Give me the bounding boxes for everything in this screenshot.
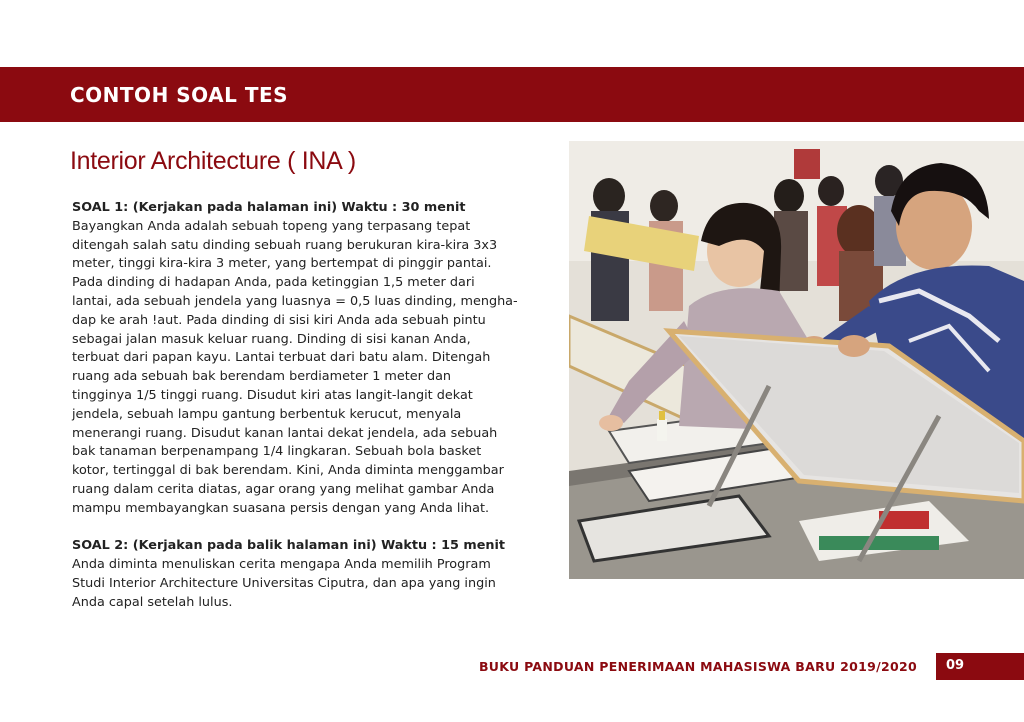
footer-booklet-title: BUKU PANDUAN PENERIMAAN MAHASISWA BARU 2019/2020 xyxy=(478,659,917,674)
soal1-line: kotor, tertinggal di bak berendam. Kini, Anda diminta menggambar xyxy=(72,463,504,479)
students-drafting-photo xyxy=(569,141,1024,579)
header-title: CONTOH SOAL TES xyxy=(70,83,289,107)
soal1-line: lantai, ada sebuah jendela yang luasnya = 0,5 luas dinding, mengha- xyxy=(72,293,518,309)
soal1-line: menerangi ruang. Disudut kanan lantai dekat jendela, ada sebuah xyxy=(72,425,498,441)
paragraph-gap xyxy=(72,519,542,538)
soal1-line: Pada dinding di hadapan Anda, pada ketinggian 1,5 meter dari xyxy=(72,275,475,291)
soal1-line: terbuat dari papan kayu. Lantai terbuat dari batu alam. Ditengah xyxy=(72,350,491,366)
soal2-line: Anda diminta menuliskan cerita mengapa Anda memilih Program xyxy=(72,557,491,573)
section-heading: Interior Architecture ( INA ) xyxy=(70,147,356,175)
body-text xyxy=(72,199,542,613)
soal1-line: meter, tinggi kira-kira 3 meter, yang bertempat di pinggir pantai. xyxy=(72,256,492,272)
soal1-line: dap ke arah !aut. Pada dinding di sisi kiri Anda ada sebuah pintu xyxy=(72,312,486,328)
soal1-line: sebagai jalan masuk keluar ruang. Dinding di sisi kanan Anda, xyxy=(72,331,471,347)
soal1-line: mampu membayangkan suasana persis dengan yang Anda lihat. xyxy=(72,500,490,516)
soal1-line: bak tanaman berpenampang 1/4 lingkaran. Sebuah bola basket xyxy=(72,444,482,460)
page-number: 09 xyxy=(946,658,965,673)
soal1-line: tingginya 1/5 tinggi ruang. Disudut kiri atas langit-langit dekat xyxy=(72,387,473,403)
soal1-line: jendela, sebuah lampu gantung berbentuk kerucut, menyala xyxy=(72,406,462,422)
soal1-line: ruang ada sebuah bak berendam berdiameter 1 meter dan xyxy=(72,369,452,385)
soal1-line: ruang dalam cerita diatas, agar orang yang melihat gambar Anda xyxy=(72,481,495,497)
soal2-line: Studi Interior Architecture Universitas Ciputra, dan apa yang ingin xyxy=(72,575,496,591)
soal1-title: SOAL 1: (Kerjakan pada halaman ini) Waktu : 30 menit xyxy=(72,200,466,215)
soal2-line: Anda capal setelah lulus. xyxy=(72,594,233,610)
soal1-line: ditengah salah satu dinding sebuah ruang berukuran kira-kira 3x3 xyxy=(72,237,498,253)
soal1-line: Bayangkan Anda adalah sebuah topeng yang terpasang tepat xyxy=(72,218,471,234)
photo-illustration xyxy=(569,141,1024,579)
soal2-title: SOAL 2: (Kerjakan pada balik halaman ini) Waktu : 15 menit xyxy=(72,538,506,554)
